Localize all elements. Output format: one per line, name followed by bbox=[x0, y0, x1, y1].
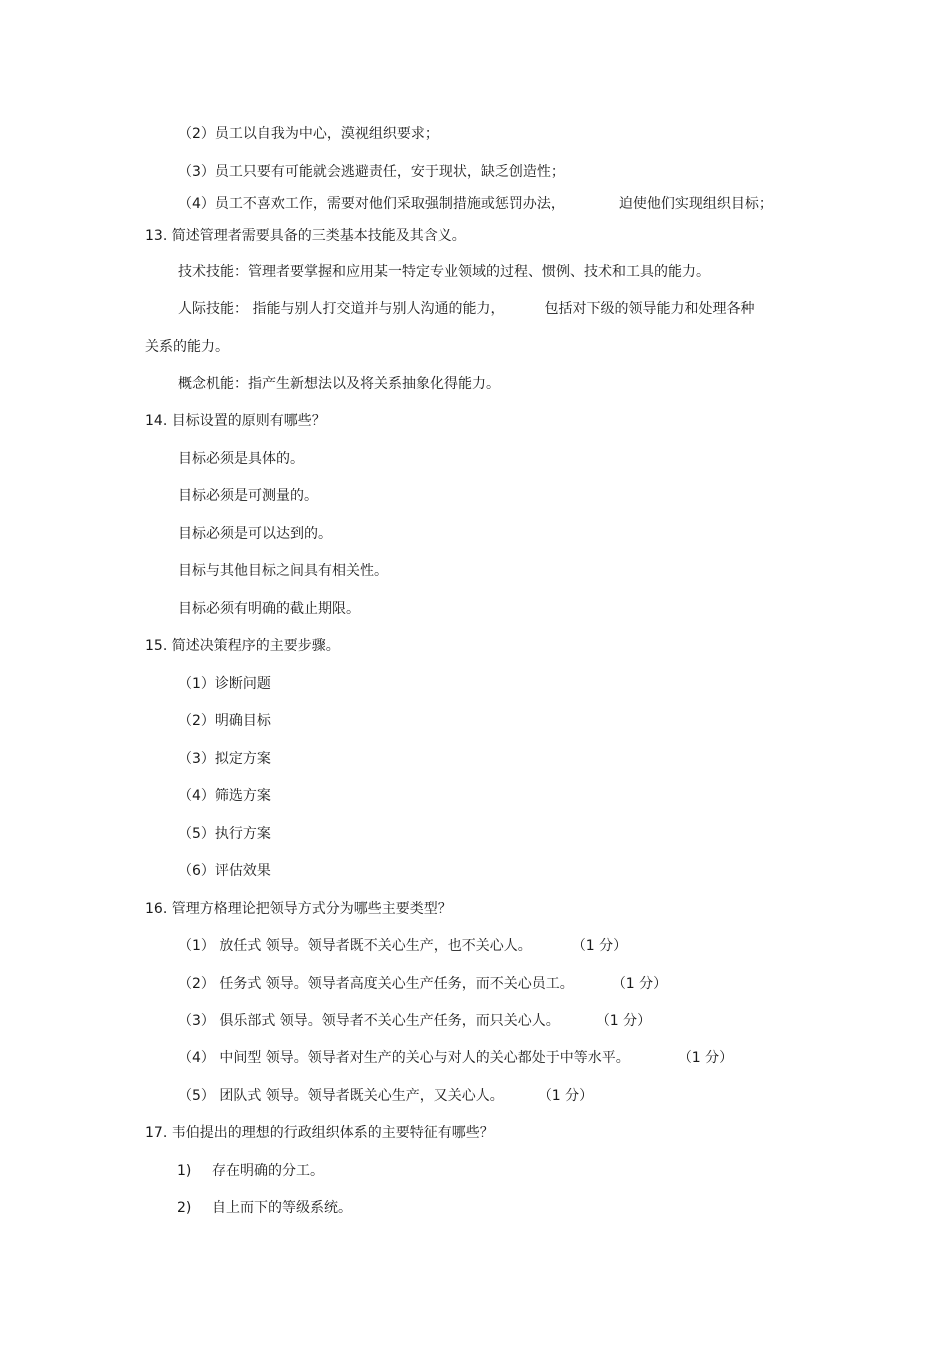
q15-title: 15. 简述决策程序的主要步骤。 bbox=[145, 638, 340, 654]
q16-item-text: （4） 中间型 领导。领导者对生产的关心与对人的关心都处于中等水平。 bbox=[178, 1050, 630, 1066]
q15-step: （5）执行方案 bbox=[178, 826, 271, 842]
q14-item: 目标必须是具体的。 bbox=[178, 451, 304, 467]
q16-item bbox=[178, 1049, 733, 1067]
q15-step: （6）评估效果 bbox=[178, 863, 271, 879]
q16-item-score: （1 分） bbox=[611, 976, 668, 992]
q13-interpersonal-part-a: 人际技能： 指能与别人打交道并与别人沟通的能力， bbox=[178, 301, 505, 317]
q16-item-text: （2） 任务式 领导。领导者高度关心生产任务，而不关心员工。 bbox=[178, 976, 574, 992]
q13-interpersonal-part-b: 包括对下级的领导能力和处理各种 bbox=[544, 301, 755, 317]
q14-item: 目标必须有明确的截止期限。 bbox=[178, 601, 360, 617]
q15-step: （3）拟定方案 bbox=[178, 751, 271, 767]
q16-item-text: （1） 放任式 领导。领导者既不关心生产，也不关心人。 bbox=[178, 938, 532, 954]
q16-item-score: （1 分） bbox=[537, 1088, 594, 1104]
q16-item-score: （1 分） bbox=[571, 938, 628, 954]
q16-item bbox=[178, 1087, 593, 1105]
q17-item-number: 1) bbox=[177, 1163, 192, 1179]
q17-item-text: 自上而下的等级系统。 bbox=[212, 1200, 352, 1216]
prev-item-2: （2）员工以自我为中心，漠视组织要求； bbox=[178, 126, 439, 142]
prev-item-4 bbox=[178, 195, 773, 213]
prev-item-3: （3）员工只要有可能就会逃避责任，安于现状，缺乏创造性； bbox=[178, 164, 565, 180]
q14-item: 目标与其他目标之间具有相关性。 bbox=[178, 563, 388, 579]
q16-item-score: （1 分） bbox=[595, 1013, 652, 1029]
q13-tech-skill: 技术技能：管理者要掌握和应用某一特定专业领域的过程、惯例、技术和工具的能力。 bbox=[178, 264, 710, 280]
prev-item-4-part-b: 迫使他们实现组织目标； bbox=[618, 196, 773, 212]
q15-step: （1）诊断问题 bbox=[178, 676, 271, 692]
q16-item-text: （5） 团队式 领导。领导者既关心生产，又关心人。 bbox=[178, 1088, 504, 1104]
q16-item bbox=[178, 937, 627, 955]
q16-item-text: （3） 俱乐部式 领导。领导者不关心生产任务，而只关心人。 bbox=[178, 1013, 560, 1029]
q15-step: （4）筛选方案 bbox=[178, 788, 271, 804]
q17-item-text: 存在明确的分工。 bbox=[212, 1163, 324, 1179]
q17-title: 17. 韦伯提出的理想的行政组织体系的主要特征有哪些？ bbox=[145, 1125, 494, 1141]
q13-concept-skill: 概念机能：指产生新想法以及将关系抽象化得能力。 bbox=[178, 376, 500, 392]
q16-item bbox=[178, 975, 667, 993]
q13-interpersonal-cont: 关系的能力。 bbox=[145, 339, 229, 355]
q16-item bbox=[178, 1012, 651, 1030]
q13-title: 13. 简述管理者需要具备的三类基本技能及其含义。 bbox=[145, 228, 466, 244]
q16-item-score: （1 分） bbox=[677, 1050, 734, 1066]
q13-interpersonal-skill bbox=[178, 300, 754, 318]
q14-title: 14. 目标设置的原则有哪些？ bbox=[145, 413, 326, 429]
q15-step: （2）明确目标 bbox=[178, 713, 271, 729]
q16-title: 16. 管理方格理论把领导方式分为哪些主要类型？ bbox=[145, 901, 452, 917]
q14-item: 目标必须是可测量的。 bbox=[178, 488, 318, 504]
q17-item-number: 2) bbox=[177, 1200, 192, 1216]
prev-item-4-part-a: （4）员工不喜欢工作，需要对他们采取强制措施或惩罚办法， bbox=[178, 196, 565, 212]
q14-item: 目标必须是可以达到的。 bbox=[178, 526, 332, 542]
